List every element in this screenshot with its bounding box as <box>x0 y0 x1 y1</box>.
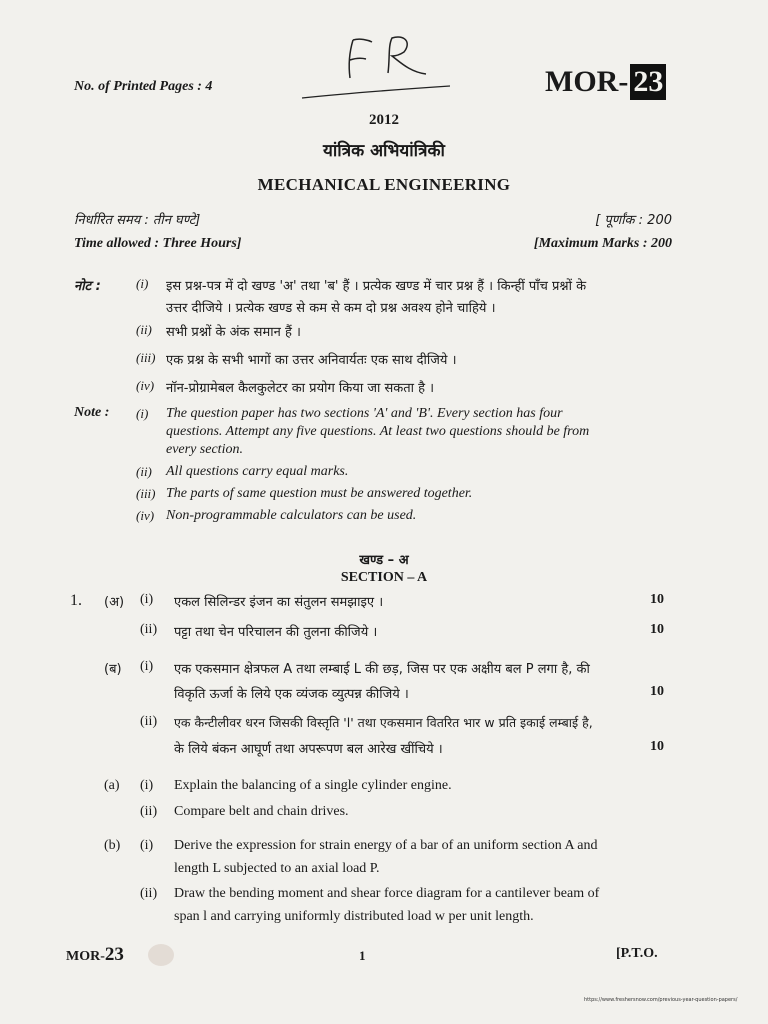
hindi-note-item: (iv) नॉन-प्रोग्रामेबल कैलकुलेटर का प्रयोग किया जा सकता है । <box>136 378 435 396</box>
question-sub: (ii) <box>140 804 158 819</box>
section-heading-english: SECTION – A <box>340 570 428 585</box>
question-text: Compare belt and chain drives. <box>174 804 349 819</box>
question-number: 1. <box>70 592 82 609</box>
page-number: 1 <box>359 948 366 963</box>
question-marks: 10 <box>650 739 664 754</box>
hindi-note-item: (iii) एक प्रश्न के सभी भागों का उत्तर अनिवार्यतः एक साथ दीजिये । <box>136 350 457 368</box>
question-text: span l and carrying uniformly distributed load w per unit length. <box>174 909 534 924</box>
hindi-note-list <box>136 276 676 396</box>
question-sub: (ii) <box>140 886 158 901</box>
question-part: (अ) <box>104 595 125 610</box>
question-text: एक एकसमान क्षेत्रफल A तथा लम्बाई L की छड़, जिस पर एक अक्षीय बल P लगा है, की <box>174 662 590 677</box>
time-allowed: Time allowed : Three Hours] <box>74 236 242 251</box>
question-sub: (i) <box>140 592 154 607</box>
question-text: पट्टा तथा चेन परिचालन की तुलना कीजिये । <box>174 625 378 640</box>
question-text: के लिये बंकन आघूर्ण तथा अपरूपण बल आरेख खींचिये । <box>174 742 443 757</box>
question-text: विकृति ऊर्जा के लिये एक व्यंजक व्युत्पन्न कीजिये । <box>174 687 409 702</box>
question-text: length L subjected to an axial load P. <box>174 861 380 876</box>
hindi-time: निर्धारित समय : तीन घण्टे] <box>74 213 201 228</box>
paper-code-prefix: MOR- <box>545 65 629 98</box>
question-marks: 10 <box>650 684 664 699</box>
section-heading-hindi: खण्ड – अ <box>359 553 409 568</box>
question-part: (b) <box>104 838 121 853</box>
hindi-note-label: नोट : <box>74 279 101 294</box>
maximum-marks: [Maximum Marks : 200 <box>533 236 672 251</box>
question-sub: (ii) <box>140 714 158 729</box>
ink-smudge <box>148 944 174 966</box>
english-note-label: Note : <box>74 405 110 420</box>
question-part: (ब) <box>104 662 122 677</box>
please-turn-over: [P.T.O. <box>616 946 658 961</box>
hindi-title: यांत्रिक अभियांत्रिकी <box>323 141 445 161</box>
question-marks: 10 <box>650 622 664 637</box>
english-note-item: (ii) All questions carry equal marks. <box>136 464 349 479</box>
question-sub: (i) <box>140 778 154 793</box>
paper-code-number: 23 <box>630 64 666 100</box>
question-marks: 10 <box>650 592 664 607</box>
question-text: Derive the expression for strain energy of a bar of an uniform section A and <box>174 838 598 853</box>
english-note-list <box>136 405 696 525</box>
question-sub: (ii) <box>140 622 158 637</box>
english-note-item: (iv) Non-programmable calculators can be used. <box>136 508 417 523</box>
question-part: (a) <box>104 778 120 793</box>
paper-code <box>545 64 666 100</box>
english-meta-row <box>74 236 672 252</box>
footer-code: MOR-23 <box>66 944 124 965</box>
question-text: Draw the bending moment and shear force diagram for a cantilever beam of <box>174 886 600 901</box>
question-sub: (i) <box>140 838 154 853</box>
source-url[interactable]: https://www.freshersnow.com/previous-year-question-papers/ <box>584 997 738 1003</box>
question-text: एकल सिलिन्डर इंजन का संतुलन समझाइए । <box>174 595 384 610</box>
english-title: MECHANICAL ENGINEERING <box>257 175 511 194</box>
printed-pages: No. of Printed Pages : 4 <box>74 79 213 94</box>
hindi-note-item: (ii) सभी प्रश्नों के अंक समान हैं । <box>136 322 301 340</box>
exam-year: 2012 <box>369 112 399 128</box>
hindi-note-item: (i) इस प्रश्न-पत्र में दो खण्ड 'अ' तथा 'ब' हैं । प्रत्येक खण्ड में चार प्रश्न हैं । किन्हीं पाँच प्रश्नों के उत्तर दीजिये । प्रत्येक खण्ड से कम से कम दो प्रश्न अवश्य होने चाहिये । <box>136 276 587 316</box>
hindi-meta-row <box>74 210 672 228</box>
english-note-item: (i) The question paper has two sections 'A' and 'B'. Every section has four questions. Attempt any five questions. At least two questions should be from every section. <box>136 406 590 457</box>
hindi-marks: [ पूर्णांक : 200 <box>595 213 672 228</box>
question-sub: (i) <box>140 659 154 674</box>
handwritten-signature <box>300 28 450 108</box>
question-text: एक कैन्टीलीवर धरन जिसकी विस्तृति 'l' तथा एकसमान वितरित भार w प्रति इकाई लम्बाई है, <box>174 715 593 730</box>
english-note-item: (iii) The parts of same question must be answered together. <box>136 486 473 501</box>
question-text: Explain the balancing of a single cylinder engine. <box>174 778 452 793</box>
